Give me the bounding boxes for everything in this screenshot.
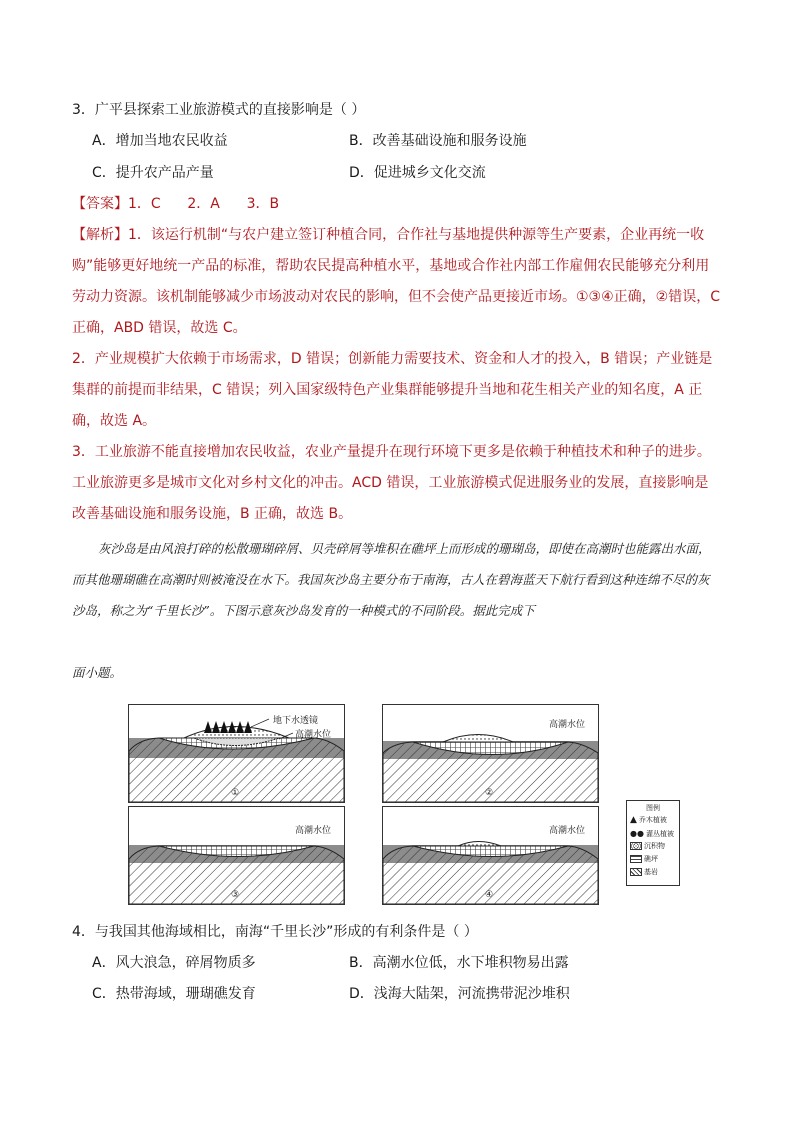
panel-4-label: ④ [485, 890, 494, 900]
analysis-tag: 【解析】 [72, 227, 128, 243]
q4-option-b: B．高潮水位低，水下堆积物易出露 [349, 955, 569, 971]
q4-option-d: D．浅海大陆架，河流携带泥沙堆积 [349, 986, 570, 1002]
sediment [443, 735, 513, 743]
legend-item-tree-label: 乔木植被 [638, 816, 667, 824]
panel-4-water-label: 高潮水位 [549, 826, 586, 836]
passage-intro: 灰沙岛是由风浪打碎的松散珊瑚碎屑、贝壳碎屑等堆积在礁坪上而形成的珊瑚岛，即使在高潮时也能露出水面，而其他珊瑚礁在高潮时则被淹没在水下。我国灰沙岛主要分布于南海，古人在碧海蓝天下航行看到这种连绵不尽的灰沙岛，称之为“千里长沙”。下图示意灰沙岛发育的一种模式的不同阶段。据此完成下 [72, 541, 711, 618]
figure-panel-3 [128, 806, 345, 905]
tree-icon: ▲ [630, 815, 637, 825]
figure-panel-2 [382, 704, 599, 803]
legend-item-reef-label: 礁坪 [644, 855, 658, 863]
legend-item-bedrock [630, 867, 658, 877]
figure-panel-1 [128, 704, 345, 803]
analysis-p1-text: 1．该运行机制“与农户建立签订种植合同，合作社与基地提供种源等生产要素，企业再统一收购”能够更好地统一产品的标准，帮助农民提高种植水平，基地或合作社内部工作雇佣农民能够充分利用劳动力资源。该机制能够减少市场波动对农民的影响，但不会使产品更接近市场。①③④正确，②错误，C 正确，ABD 错误，故选 C。 [72, 227, 720, 336]
panel-1-lens-label: 地下水透镜 [273, 716, 319, 726]
q4-option-a: A．风大浪急，碎屑物质多 [92, 955, 256, 971]
answer-line [72, 194, 279, 214]
q3-option-b: B．改善基础设施和服务设施 [349, 133, 527, 149]
panel-2-label: ② [485, 788, 494, 798]
q3-stem: 3．广平县探索工业旅游模式的直接影响是（ ） [72, 102, 366, 118]
bedrock-swatch [630, 868, 642, 876]
legend-item-shrub [630, 829, 674, 839]
analysis-p2: 2．产业规模扩大依赖于市场需求，D 错误；创新能力需要技术、资金和人才的投入，B 错误；产业链是集群的前提而非结果，C 错误；列入国家级特色产业集群能够提升当地和花生相关产业的知名度，A 正确，故选 A。 [72, 351, 713, 429]
panel-2-water-label: 高潮水位 [549, 720, 586, 730]
legend-item-reef [630, 854, 658, 864]
shrub-icon: ●● [630, 829, 644, 838]
answer-tag: 【答案】 [72, 196, 128, 212]
panel-3-water-label: 高潮水位 [295, 826, 332, 836]
figure-legend [626, 800, 680, 886]
analysis-p1 [72, 220, 720, 344]
q3-option-c: C．提升农产品产量 [92, 165, 214, 181]
legend-item-shrub-label: 灌丛植被 [645, 830, 674, 838]
sediment-swatch [630, 842, 642, 850]
analysis-p3: 3．工业旅游不能直接增加农民收益，农业产量提升在现行环境下更多是依赖于种植技术和种子的进步。工业旅游更多是城市文化对乡村文化的冲击。ACD 错误，工业旅游模式促进服务业的发展，直接影响是改善基础设施和服务设施，B 正确，故选 B。 [72, 444, 711, 522]
answer-text: 1．C 2．A 3．B [128, 196, 280, 212]
q4-stem: 4．与我国其他海域相比，南海“千里长沙”形成的有利条件是（ ） [72, 924, 478, 940]
legend-title: 图例 [646, 804, 660, 812]
q3-option-a: A．增加当地农民收益 [92, 133, 228, 149]
legend-item-tree [630, 815, 667, 825]
legend-item-sediment-label: 沉积物 [644, 842, 665, 850]
figure-panel-4 [382, 806, 599, 905]
q3-option-d: D．促进城乡文化交流 [349, 165, 486, 181]
reef-swatch [630, 855, 642, 863]
legend-item-sediment [630, 841, 665, 851]
passage-intro-tail: 面小题。 [72, 665, 123, 680]
panel-3-label: ③ [231, 890, 240, 900]
q4-option-c: C．热带海域，珊瑚礁发育 [92, 986, 256, 1002]
sediment [458, 842, 501, 847]
legend-item-bedrock-label: 基岩 [644, 868, 658, 876]
panel-1-water-label: 高潮水位 [295, 730, 332, 740]
panel-1-label: ① [231, 788, 240, 798]
